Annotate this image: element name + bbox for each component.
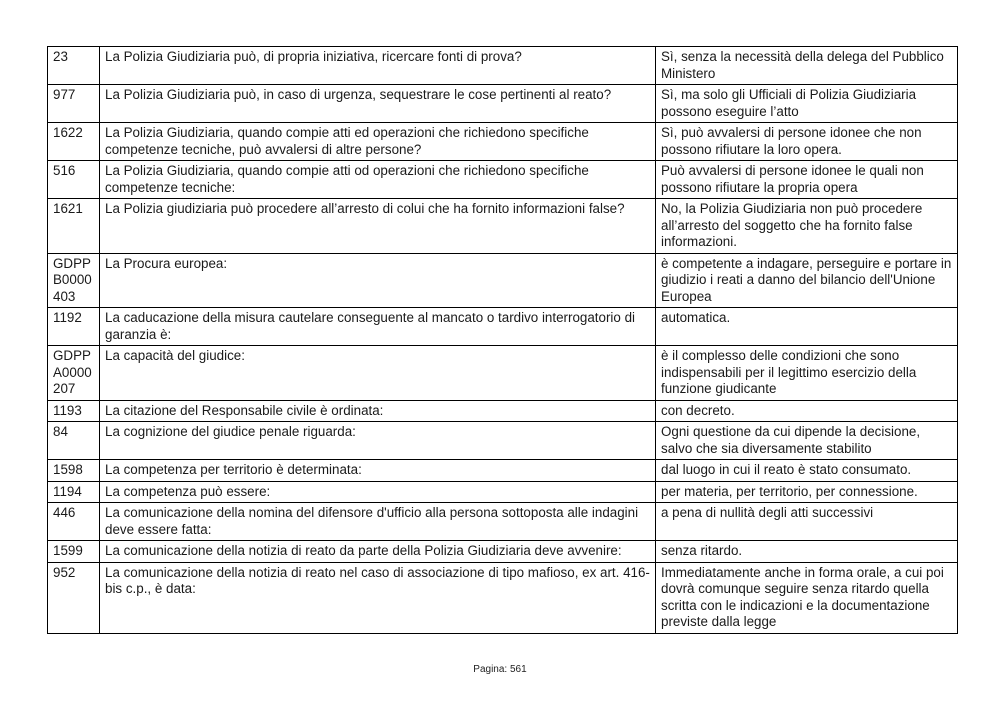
answer-cell: è il complesso delle condizioni che sono indispensabili per il legittimo esercizio della funzione giudicante bbox=[656, 346, 958, 401]
answer-cell: senza ritardo. bbox=[656, 541, 958, 563]
question-cell: La citazione del Responsabile civile è ordinata: bbox=[100, 400, 656, 422]
table-row bbox=[48, 562, 958, 633]
question-cell: La Polizia Giudiziaria, quando compie atti od operazioni che richiedono specifiche competenze tecniche: bbox=[100, 161, 656, 199]
question-cell: La cognizione del giudice penale riguarda: bbox=[100, 422, 656, 460]
question-code-cell: GDPP B0000 403 bbox=[48, 253, 100, 308]
answer-cell: Sì, può avvalersi di persone idonee che non possono rifiutare la loro opera. bbox=[656, 123, 958, 161]
question-code-cell: 1598 bbox=[48, 460, 100, 482]
question-code-cell: 84 bbox=[48, 422, 100, 460]
question-code-cell: 1192 bbox=[48, 308, 100, 346]
answer-cell: Può avvalersi di persone idonee le quali non possono rifiutare la propria opera bbox=[656, 161, 958, 199]
question-cell: La competenza per territorio è determinata: bbox=[100, 460, 656, 482]
table-row bbox=[48, 481, 958, 503]
answer-cell: No, la Polizia Giudiziaria non può procedere all’arresto del soggetto che ha fornito false informazioni. bbox=[656, 199, 958, 254]
question-code-cell: 1622 bbox=[48, 123, 100, 161]
question-code-cell: 952 bbox=[48, 562, 100, 633]
page-number: Pagina: 561 bbox=[473, 664, 527, 675]
question-code-cell: 1599 bbox=[48, 541, 100, 563]
question-code-cell: GDPP A0000 207 bbox=[48, 346, 100, 401]
answer-cell: con decreto. bbox=[656, 400, 958, 422]
table-row bbox=[48, 541, 958, 563]
table-row bbox=[48, 253, 958, 308]
answer-cell: a pena di nullità degli atti successivi bbox=[656, 503, 958, 541]
answer-cell: dal luogo in cui il reato è stato consumato. bbox=[656, 460, 958, 482]
table-row bbox=[48, 308, 958, 346]
qa-table bbox=[47, 46, 958, 634]
answer-cell: è competente a indagare, perseguire e portare in giudizio i reati a danno del bilancio dell'Unione Europea bbox=[656, 253, 958, 308]
question-cell: La competenza può essere: bbox=[100, 481, 656, 503]
question-code-cell: 1193 bbox=[48, 400, 100, 422]
answer-cell: Sì, ma solo gli Ufficiali di Polizia Giudiziaria possono eseguire l’atto bbox=[656, 85, 958, 123]
table-row bbox=[48, 47, 958, 85]
question-cell: La Polizia Giudiziaria può, di propria iniziativa, ricercare fonti di prova? bbox=[100, 47, 656, 85]
table-row bbox=[48, 161, 958, 199]
question-code-cell: 977 bbox=[48, 85, 100, 123]
question-code-cell: 516 bbox=[48, 161, 100, 199]
question-cell: La capacità del giudice: bbox=[100, 346, 656, 401]
answer-cell: Sì, senza la necessità della delega del Pubblico Ministero bbox=[656, 47, 958, 85]
answer-cell: Ogni questione da cui dipende la decisione, salvo che sia diversamente stabilito bbox=[656, 422, 958, 460]
question-cell: La Polizia Giudiziaria può, in caso di urgenza, sequestrare le cose pertinenti al reato? bbox=[100, 85, 656, 123]
question-cell: La Polizia Giudiziaria, quando compie atti ed operazioni che richiedono specifiche competenze tecniche, può avvalersi di altre persone? bbox=[100, 123, 656, 161]
table-row bbox=[48, 199, 958, 254]
question-cell: La comunicazione della notizia di reato da parte della Polizia Giudiziaria deve avvenire: bbox=[100, 541, 656, 563]
question-code-cell: 446 bbox=[48, 503, 100, 541]
table-row bbox=[48, 503, 958, 541]
question-code-cell: 1194 bbox=[48, 481, 100, 503]
answer-cell: Immediatamente anche in forma orale, a cui poi dovrà comunque seguire senza ritardo quella scritta con le indicazioni e la documentazione previste dalla legge bbox=[656, 562, 958, 633]
question-code-cell: 1621 bbox=[48, 199, 100, 254]
table-row bbox=[48, 346, 958, 401]
answer-cell: per materia, per territorio, per connessione. bbox=[656, 481, 958, 503]
table-row bbox=[48, 85, 958, 123]
table-row bbox=[48, 422, 958, 460]
question-cell: La comunicazione della nomina del difensore d'ufficio alla persona sottoposta alle indagini deve essere fatta: bbox=[100, 503, 656, 541]
qa-table-body bbox=[48, 47, 958, 634]
question-cell: La comunicazione della notizia di reato nel caso di associazione di tipo mafioso, ex art. 416-bis c.p., è data: bbox=[100, 562, 656, 633]
table-row bbox=[48, 460, 958, 482]
table-row bbox=[48, 400, 958, 422]
question-code-cell: 23 bbox=[48, 47, 100, 85]
question-cell: La Procura europea: bbox=[100, 253, 656, 308]
table-row bbox=[48, 123, 958, 161]
question-cell: La Polizia giudiziaria può procedere all’arresto di colui che ha fornito informazioni false? bbox=[100, 199, 656, 254]
answer-cell: automatica. bbox=[656, 308, 958, 346]
question-cell: La caducazione della misura cautelare conseguente al mancato o tardivo interrogatorio di garanzia è: bbox=[100, 308, 656, 346]
